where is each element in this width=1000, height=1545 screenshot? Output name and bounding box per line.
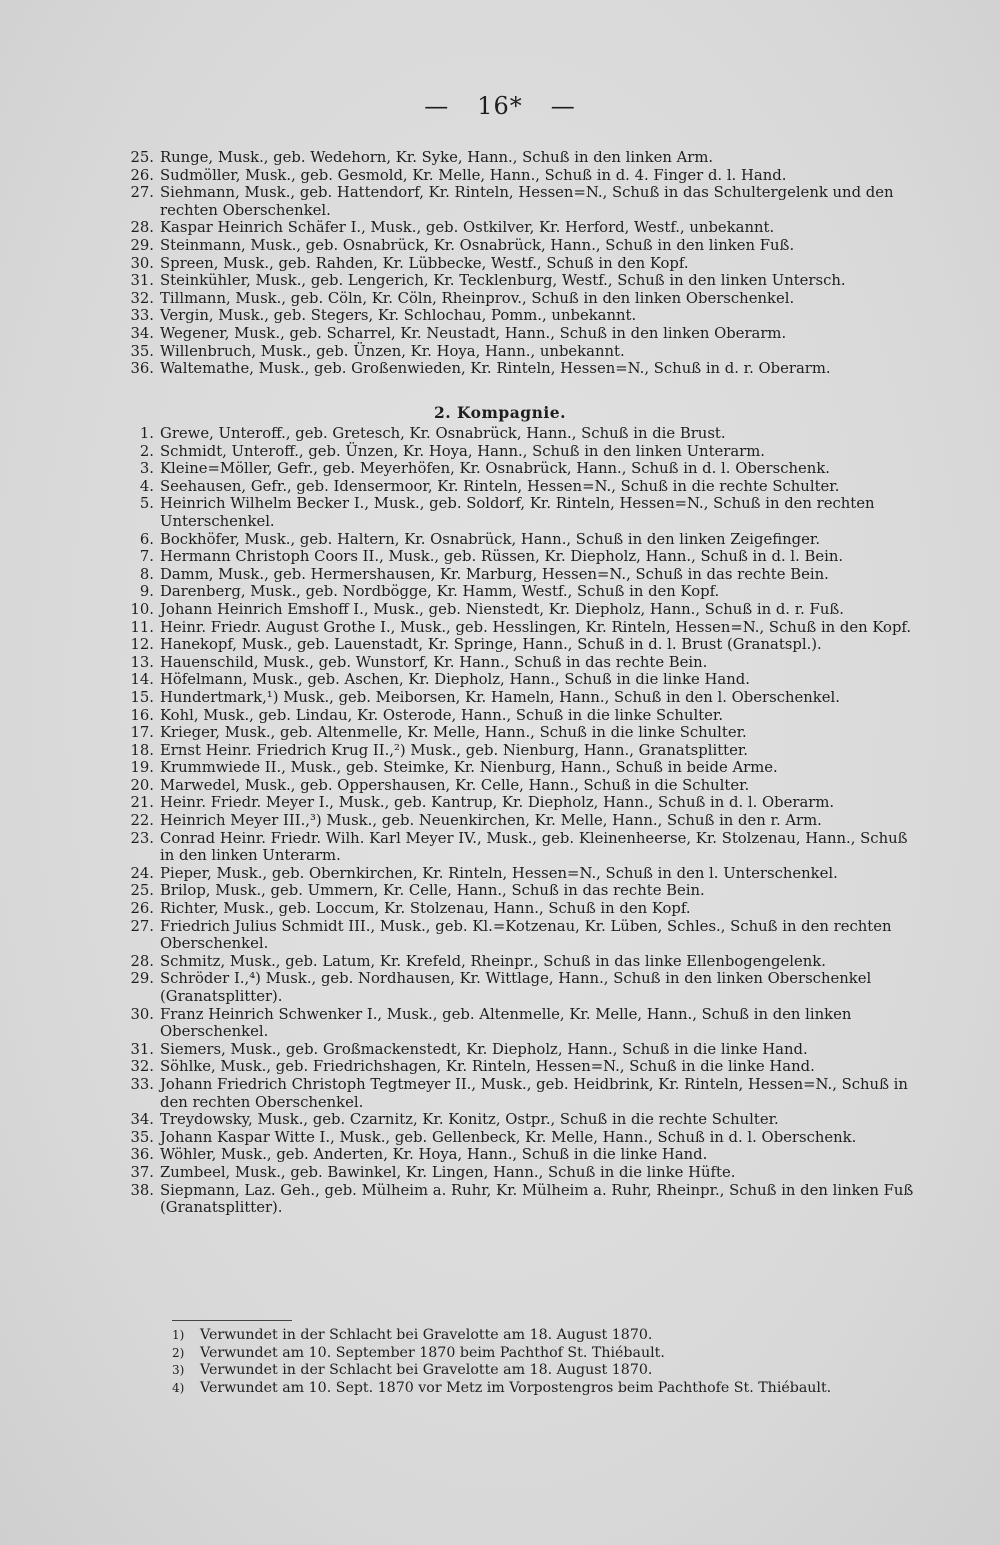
- entry-number: 30.: [130, 1005, 154, 1023]
- entry-text: Heinr. Friedr. Meyer I., Musk., geb. Kantrup, Kr. Diepholz, Hann., Schuß in d. l. Oberarm.: [160, 794, 835, 812]
- entry-text: Kaspar Heinrich Schäfer I., Musk., geb. Ostkilver, Kr. Herford, Westf., unbekannt.: [160, 219, 775, 237]
- entry-number: 3.: [139, 460, 154, 478]
- entry-number: 27.: [130, 917, 154, 935]
- entry-number: 20.: [130, 776, 154, 794]
- entry-text: Seehausen, Gefr., geb. Idensermoor, Kr. Rinteln, Hessen=N., Schuß in die rechte Schulter.: [160, 477, 840, 495]
- list-item: [118, 478, 918, 496]
- footnote-marker: 1): [172, 1328, 185, 1342]
- entry-text: Wegener, Musk., geb. Scharrel, Kr. Neustadt, Hann., Schuß in den linken Oberarm.: [160, 324, 787, 342]
- dash-left: —: [424, 92, 450, 120]
- entry-text: Grewe, Unteroff., geb. Gretesch, Kr. Osnabrück, Hann., Schuß in die Brust.: [160, 425, 726, 442]
- list-item: [118, 1076, 918, 1111]
- list-item: [118, 742, 918, 760]
- entry-text: Bockhöfer, Musk., geb. Haltern, Kr. Osnabrück, Hann., Schuß in den linken Zeigefinger.: [160, 530, 821, 548]
- list-item: [118, 583, 918, 601]
- entry-text: Runge, Musk., geb. Wedehorn, Kr. Syke, Hann., Schuß in den linken Arm.: [160, 149, 714, 166]
- entry-number: 33.: [130, 307, 154, 325]
- dash-right: —: [550, 92, 576, 120]
- entry-number: 33.: [130, 1075, 154, 1093]
- entry-text: Steinkühler, Musk., geb. Lengerich, Kr. Tecklenburg, Westf., Schuß in den linken Untersch.: [160, 272, 846, 290]
- entry-number: 32.: [130, 289, 154, 307]
- footnote-divider: [172, 1320, 292, 1321]
- list-item: [118, 1058, 918, 1076]
- entry-number: 2.: [139, 442, 154, 460]
- entry-number: 25.: [130, 882, 154, 900]
- list-item: [118, 707, 918, 725]
- entry-number: 32.: [130, 1058, 154, 1076]
- entry-number: 24.: [130, 864, 154, 882]
- entry-text: Heinrich Wilhelm Becker I., Musk., geb. Soldorf, Kr. Rinteln, Hessen=N., Schuß in den rechten Unterschenkel.: [160, 495, 875, 530]
- footnote-text: Verwundet am 10. September 1870 beim Pachthof St. Thiébault.: [200, 1344, 665, 1361]
- entry-number: 36.: [130, 360, 154, 378]
- entry-number: 17.: [130, 724, 154, 742]
- entry-text: Hanekopf, Musk., geb. Lauenstadt, Kr. Springe, Hann., Schuß in d. l. Brust (Granatspl.).: [160, 636, 822, 654]
- list-item: [118, 689, 918, 707]
- entry-number: 37.: [130, 1163, 154, 1181]
- entry-text: Siepmann, Laz. Geh., geb. Mülheim a. Ruhr, Kr. Mülheim a. Ruhr, Rheinpr., Schuß in den linken Fuß (Granatsplitter).: [160, 1181, 914, 1217]
- entry-text: Conrad Heinr. Friedr. Wilh. Karl Meyer IV., Musk., geb. Kleinenheerse, Kr. Stolzenau, Hann., Schuß in den linken Unterarm.: [160, 829, 908, 865]
- entry-text: Siemers, Musk., geb. Großmackenstedt, Kr. Diepholz, Hann., Schuß in die linke Hand.: [160, 1040, 808, 1058]
- entry-text: Heinrich Meyer III.,³) Musk., geb. Neuenkirchen, Kr. Melle, Hann., Schuß in den r. Arm.: [160, 812, 822, 830]
- entry-text: Zumbeel, Musk., geb. Bawinkel, Kr. Lingen, Hann., Schuß in die linke Hüfte.: [160, 1163, 736, 1181]
- entry-number: 12.: [130, 636, 154, 654]
- entry-text: Brilop, Musk., geb. Ummern, Kr. Celle, Hann., Schuß in das rechte Bein.: [160, 882, 705, 900]
- footnotes: [172, 1327, 952, 1397]
- list-item: [118, 1164, 918, 1182]
- entry-text: Richter, Musk., geb. Loccum, Kr. Stolzenau, Hann., Schuß in den Kopf.: [160, 900, 691, 918]
- entry-text: Tillmann, Musk., geb. Cöln, Kr. Cöln, Rheinprov., Schuß in den linken Oberschenkel.: [160, 289, 795, 307]
- list-item: [118, 970, 918, 1005]
- entry-text: Krieger, Musk., geb. Altenmelle, Kr. Melle, Hann., Schuß in die linke Schulter.: [160, 724, 747, 742]
- entry-number: 22.: [130, 812, 154, 830]
- list-item: [118, 619, 918, 637]
- list-item: [118, 654, 918, 672]
- list-item: [118, 325, 918, 343]
- list-item: [118, 531, 918, 549]
- entry-text: Vergin, Musk., geb. Stegers, Kr. Schlochau, Pomm., unbekannt.: [160, 307, 637, 325]
- list-item: [118, 237, 918, 255]
- entry-text: Pieper, Musk., geb. Obernkirchen, Kr. Rinteln, Hessen=N., Schuß in den l. Unterschenkel.: [160, 864, 838, 882]
- entry-number: 31.: [130, 272, 154, 290]
- entry-number: 13.: [130, 653, 154, 671]
- list-item: [118, 548, 918, 566]
- footnote: [172, 1380, 952, 1398]
- entry-text: Söhlke, Musk., geb. Friedrichshagen, Kr. Rinteln, Hessen=N., Schuß in die linke Hand.: [160, 1058, 815, 1076]
- entry-number: 30.: [130, 254, 154, 272]
- footnote-text: Verwundet in der Schlacht bei Gravelotte am 18. August 1870.: [200, 1327, 653, 1343]
- entry-text: Darenberg, Musk., geb. Nordbögge, Kr. Hamm, Westf., Schuß in den Kopf.: [160, 583, 720, 601]
- list-item: [118, 495, 918, 530]
- entry-number: 26.: [130, 166, 154, 184]
- entry-number: 36.: [130, 1146, 154, 1164]
- section-title: 2. Kompagnie.: [433, 403, 567, 422]
- entry-text: Hauenschild, Musk., geb. Wunstorf, Kr. Hann., Schuß in das rechte Bein.: [160, 653, 708, 671]
- list-item: [118, 918, 918, 953]
- list-item: [118, 724, 918, 742]
- entry-text: Steinmann, Musk., geb. Osnabrück, Kr. Osnabrück, Hann., Schuß in den linken Fuß.: [160, 236, 795, 254]
- entry-number: 18.: [130, 741, 154, 759]
- entry-number: 28.: [130, 219, 154, 237]
- entry-number: 29.: [130, 970, 154, 988]
- entry-text: Franz Heinrich Schwenker I., Musk., geb. Altenmelle, Kr. Melle, Hann., Schuß in den linken Oberschenkel.: [160, 1005, 852, 1041]
- entry-text: Hundertmark,¹) Musk., geb. Meiborsen, Kr. Hameln, Hann., Schuß in den l. Oberschenkel.: [160, 688, 840, 706]
- list-item: [118, 1111, 918, 1129]
- entry-text: Krummwiede II., Musk., geb. Steimke, Kr. Nienburg, Hann., Schuß in beide Arme.: [160, 759, 778, 777]
- entry-number: 1.: [139, 425, 154, 442]
- footnote-marker: 2): [172, 1345, 185, 1360]
- casualty-list-second-company: [118, 425, 918, 1217]
- list-item: [118, 1129, 918, 1147]
- footnote: [172, 1327, 952, 1345]
- entry-text: Schmidt, Unteroff., geb. Ünzen, Kr. Hoya, Hann., Schuß in den linken Unterarm.: [160, 442, 765, 460]
- entry-number: 6.: [139, 530, 154, 548]
- entry-number: 34.: [130, 324, 154, 342]
- entry-text: Damm, Musk., geb. Hermershausen, Kr. Marburg, Hessen=N., Schuß in das rechte Bein.: [160, 565, 829, 583]
- entry-text: Willenbruch, Musk., geb. Ünzen, Kr. Hoya, Hann., unbekannt.: [160, 342, 625, 360]
- entry-text: Treydowsky, Musk., geb. Czarnitz, Kr. Konitz, Ostpr., Schuß in die rechte Schulter.: [160, 1111, 779, 1129]
- entry-text: Friedrich Julius Schmidt III., Musk., geb. Kl.=Kotzenau, Kr. Lüben, Schles., Schuß in den rechten Oberschenkel.: [160, 917, 892, 953]
- list-item: [118, 167, 918, 185]
- list-item: [118, 1182, 918, 1217]
- entry-number: 26.: [130, 900, 154, 918]
- list-item: [118, 953, 918, 971]
- list-item: [118, 900, 918, 918]
- list-item: [118, 671, 918, 689]
- entry-number: 5.: [139, 495, 154, 513]
- list-item: [118, 360, 918, 378]
- entry-number: 29.: [130, 236, 154, 254]
- list-item: [118, 149, 918, 167]
- entry-number: 7.: [139, 548, 154, 566]
- entry-text: Johann Heinrich Emshoff I., Musk., geb. Nienstedt, Kr. Diepholz, Hann., Schuß in d. r. Fuß.: [160, 600, 844, 618]
- entry-text: Wöhler, Musk., geb. Anderten, Kr. Hoya, Hann., Schuß in die linke Hand.: [160, 1146, 708, 1164]
- entry-number: 8.: [139, 565, 154, 583]
- list-item: [118, 307, 918, 325]
- entry-text: Hermann Christoph Coors II., Musk., geb. Rüssen, Kr. Diepholz, Hann., Schuß in d. l. Bein.: [160, 548, 844, 566]
- entry-number: 19.: [130, 759, 154, 777]
- entry-text: Spreen, Musk., geb. Rahden, Kr. Lübbecke, Westf., Schuß in den Kopf.: [160, 254, 689, 272]
- entry-number: 38.: [130, 1181, 154, 1199]
- list-item: [118, 443, 918, 461]
- list-item: [118, 1146, 918, 1164]
- entry-text: Marwedel, Musk., geb. Oppershausen, Kr. Celle, Hann., Schuß in die Schulter.: [160, 776, 750, 794]
- list-item: [118, 601, 918, 619]
- list-item: [118, 219, 918, 237]
- entry-number: 23.: [130, 829, 154, 847]
- list-item: [118, 1006, 918, 1041]
- entry-number: 15.: [130, 688, 154, 706]
- entry-number: 10.: [130, 600, 154, 618]
- entry-number: 35.: [130, 342, 154, 360]
- footnote-marker: 3): [172, 1363, 185, 1378]
- list-item: [118, 425, 918, 443]
- entry-number: 21.: [130, 794, 154, 812]
- entry-text: Heinr. Friedr. August Grothe I., Musk., geb. Hesslingen, Kr. Rinteln, Hessen=N., Schuß in den Kopf.: [160, 618, 912, 636]
- footnote: [172, 1345, 952, 1363]
- footnote-text: Verwundet in der Schlacht bei Gravelotte am 18. August 1870.: [200, 1362, 653, 1379]
- entry-text: Höfelmann, Musk., geb. Aschen, Kr. Diepholz, Hann., Schuß in die linke Hand.: [160, 671, 750, 689]
- entry-text: Sudmöller, Musk., geb. Gesmold, Kr. Melle, Hann., Schuß in d. 4. Finger d. l. Hand.: [160, 166, 787, 184]
- entry-number: 35.: [130, 1128, 154, 1146]
- entry-text: Johann Kaspar Witte I., Musk., geb. Gellenbeck, Kr. Melle, Hann., Schuß in d. l. Oberschenk.: [160, 1128, 857, 1146]
- entry-number: 27.: [130, 184, 154, 202]
- entry-text: Ernst Heinr. Friedrich Krug II.,²) Musk., geb. Nienburg, Hann., Granatsplitter.: [160, 741, 749, 759]
- footnote-text: Verwundet am 10. Sept. 1870 vor Metz im Vorpostengros beim Pachthofe St. Thiébault.: [200, 1379, 832, 1396]
- footnote-marker: 4): [172, 1380, 185, 1395]
- entry-text: Schröder I.,⁴) Musk., geb. Nordhausen, Kr. Wittlage, Hann., Schuß in den linken Oberschenkel (Granatsplitter).: [160, 970, 872, 1005]
- page-number: 16*: [477, 92, 523, 120]
- entry-number: 14.: [130, 671, 154, 689]
- footnote: [172, 1362, 952, 1380]
- list-item: [118, 830, 918, 865]
- entry-text: Kleine=Möller, Gefr., geb. Meyerhöfen, Kr. Osnabrück, Hann., Schuß in d. l. Oberschenk.: [160, 460, 830, 478]
- list-item: [118, 255, 918, 273]
- entry-number: 31.: [130, 1040, 154, 1058]
- list-item: [118, 636, 918, 654]
- list-item: [118, 1041, 918, 1059]
- entry-text: Waltemathe, Musk., geb. Großenwieden, Kr. Rinteln, Hessen=N., Schuß in d. r. Oberarm.: [160, 360, 831, 378]
- list-item: [118, 272, 918, 290]
- entry-number: 4.: [139, 477, 154, 495]
- entry-number: 34.: [130, 1111, 154, 1129]
- entry-number: 25.: [130, 149, 154, 166]
- entry-number: 11.: [130, 618, 154, 636]
- entry-text: Kohl, Musk., geb. Lindau, Kr. Osterode, Hann., Schuß in die linke Schulter.: [160, 706, 724, 724]
- entry-number: 16.: [130, 706, 154, 724]
- list-item: [118, 290, 918, 308]
- list-item: [118, 865, 918, 883]
- entry-number: 9.: [139, 583, 154, 601]
- list-item: [118, 882, 918, 900]
- list-item: [118, 812, 918, 830]
- page-header: [0, 92, 1000, 120]
- list-item: [118, 184, 918, 219]
- list-item: [118, 794, 918, 812]
- list-item: [118, 759, 918, 777]
- entry-text: Johann Friedrich Christoph Tegtmeyer II., Musk., geb. Heidbrink, Kr. Rinteln, Hessen=N., Schuß in den rechten Oberschenkel.: [160, 1075, 908, 1111]
- list-item: [118, 566, 918, 584]
- entry-text: Siehmann, Musk., geb. Hattendorf, Kr. Rinteln, Hessen=N., Schuß in das Schultergelenk und den rechten Oberschenkel.: [160, 184, 894, 219]
- list-item: [118, 343, 918, 361]
- entry-text: Schmitz, Musk., geb. Latum, Kr. Krefeld, Rheinpr., Schuß in das linke Ellenbogengelenk.: [160, 952, 826, 970]
- list-item: [118, 777, 918, 795]
- list-item: [118, 460, 918, 478]
- casualty-list-first-company: [118, 149, 918, 378]
- entry-number: 28.: [130, 952, 154, 970]
